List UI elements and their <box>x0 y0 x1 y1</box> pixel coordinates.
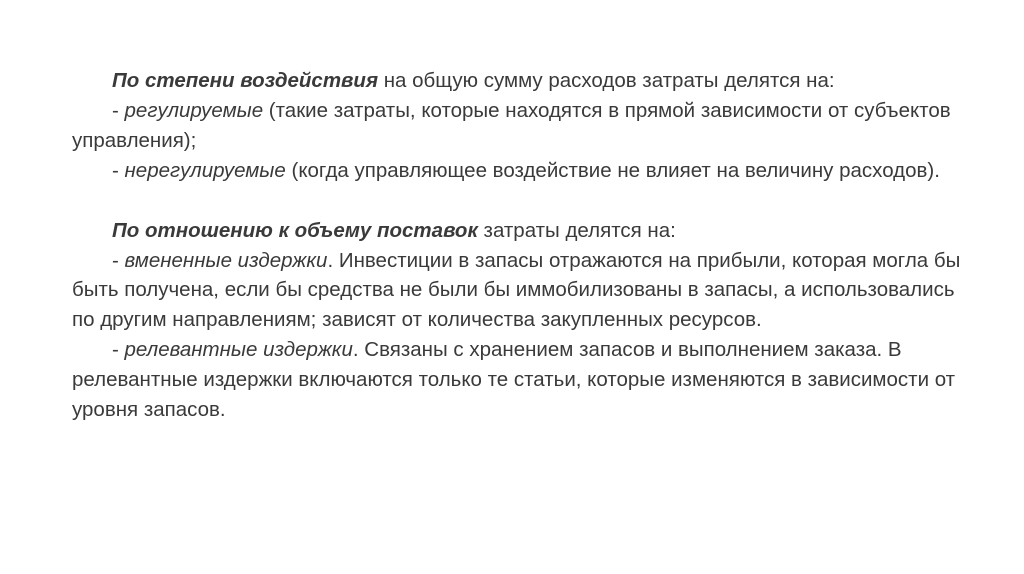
section1-item2-text: (когда управляющее воздействие не влияет на величину расходов). <box>285 158 940 182</box>
section2-heading-line <box>72 216 972 246</box>
section1-item2-term: нерегулируемые <box>124 158 286 182</box>
section1-item-unregulated <box>72 156 972 186</box>
section2-item1-text: . Инвестиции в запасы отражаются на прибыли, которая могла бы быть получена, если бы средства не были бы иммобилизованы в запасы, а использовались по другим направлениям; зависят от количества закупленных ресурсов. <box>72 248 961 332</box>
section1-item1-term: регулируемые <box>124 98 264 122</box>
section1-item1-prefix: - <box>112 98 125 122</box>
slide-content <box>72 66 972 425</box>
section2-item-imputed-costs <box>72 246 972 336</box>
section2-item1-prefix: - <box>112 248 125 272</box>
section2-heading: По отношению к объему поставок <box>112 218 478 242</box>
section1-item2-prefix: - <box>112 158 125 182</box>
section1-item-regulated <box>72 96 972 156</box>
section2-heading-rest: затраты делятся на: <box>477 218 676 242</box>
section-spacer <box>72 186 972 216</box>
section2-item-relevant-costs <box>72 335 972 425</box>
section2-item2-prefix: - <box>112 338 125 362</box>
section2-item1-term: вмененные издержки <box>124 248 328 272</box>
section1-heading-rest: на общую сумму расходов затраты делятся на: <box>378 69 835 92</box>
section1-heading-line <box>72 66 972 96</box>
section2-item2-term: релевантные издержки <box>124 338 353 362</box>
section2-item2-text: . Связаны с хранением запасов и выполнением заказа. В релевантные издержки включаются только те статьи, которые изменяются в зависимости от уровня запасов. <box>72 338 956 422</box>
section1-heading: По степени воздействия <box>112 69 379 92</box>
section1-item1-text: (такие затраты, которые находятся в прямой зависимости от субъектов управления); <box>72 98 951 152</box>
